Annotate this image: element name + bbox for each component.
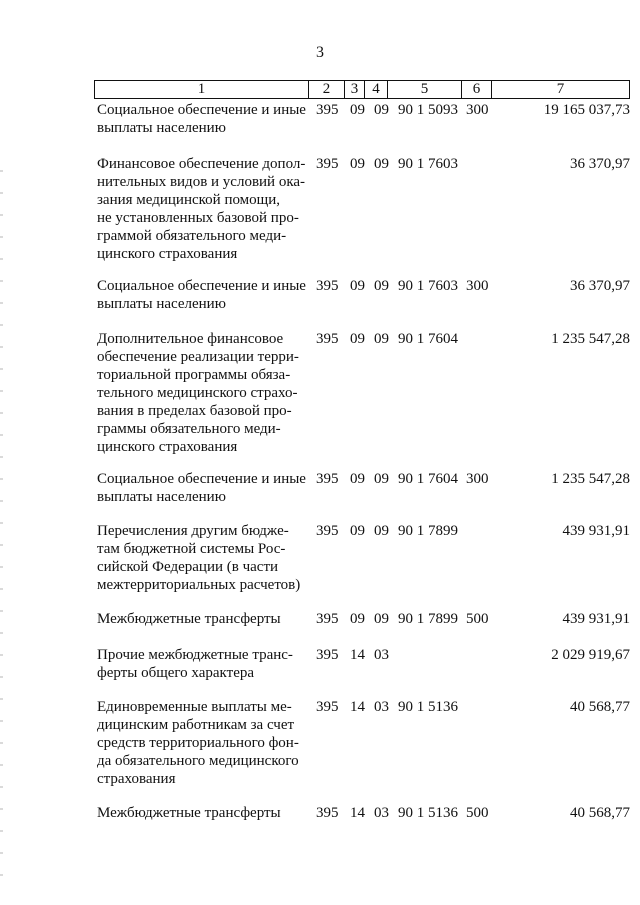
row-expense-type: 300 — [466, 102, 489, 118]
row-subsection-code: 09 — [374, 471, 389, 487]
row-admin-code: 395 — [316, 102, 339, 118]
row-expense-type: 300 — [466, 471, 489, 487]
row-name-line: цинского страхования — [97, 246, 238, 262]
column-header-7: 7 — [491, 81, 629, 98]
row-name-line: Дополнительное финансовое — [97, 331, 284, 347]
row-sum: 1 235 547,28 — [551, 331, 630, 347]
row-name — [97, 101, 312, 137]
row-section-code: 09 — [350, 331, 365, 347]
row-name-line: граммой обязательного меди- — [97, 228, 287, 244]
row-section-code: 09 — [350, 102, 365, 118]
row-admin-code: 395 — [316, 699, 339, 715]
row-subsection-code: 03 — [374, 805, 389, 821]
row-subsection-code: 09 — [374, 523, 389, 539]
row-name-line: Социальное обеспечение и иные — [97, 102, 306, 118]
row-name-line: выплаты населению — [97, 296, 226, 312]
row-target-code: 90 1 7603 — [398, 156, 458, 172]
row-name-line: Межбюджетные трансферты — [97, 805, 281, 821]
row-admin-code: 395 — [316, 471, 339, 487]
row-name-line: ферты общего характера — [97, 665, 255, 681]
row-section-code: 09 — [350, 611, 365, 627]
row-name — [97, 698, 312, 788]
page-number: 3 — [316, 44, 324, 61]
row-name — [97, 155, 312, 263]
row-target-code: 90 1 5136 — [398, 805, 458, 821]
row-subsection-code: 09 — [374, 278, 389, 294]
column-header-6: 6 — [461, 81, 491, 98]
row-sum: 40 568,77 — [570, 805, 630, 821]
row-name-line: средств территориального фон- — [97, 735, 299, 751]
row-name-line: ториальной программы обяза- — [97, 367, 291, 383]
row-name — [97, 330, 312, 456]
row-subsection-code: 09 — [374, 331, 389, 347]
row-name — [97, 470, 312, 506]
row-name-line: цинского страхования — [97, 439, 238, 455]
row-admin-code: 395 — [316, 523, 339, 539]
row-name-line: да обязательного медицинского — [97, 753, 299, 769]
row-name — [97, 646, 312, 682]
row-name-line: Финансовое обеспечение допол- — [97, 156, 306, 172]
row-name-line: Перечисления другим бюдже- — [97, 523, 289, 539]
row-section-code: 14 — [350, 805, 365, 821]
scan-margin-marks — [0, 170, 3, 890]
column-header-4: 4 — [364, 81, 387, 98]
row-section-code: 09 — [350, 523, 365, 539]
row-sum: 1 235 547,28 — [551, 471, 630, 487]
row-expense-type: 500 — [466, 805, 489, 821]
row-name-line: вания в пределах базовой про- — [97, 403, 292, 419]
row-name-line: выплаты населению — [97, 120, 226, 136]
row-admin-code: 395 — [316, 331, 339, 347]
row-target-code: 90 1 7899 — [398, 523, 458, 539]
row-name-line: межтерриториальных расчетов) — [97, 577, 301, 593]
row-subsection-code: 09 — [374, 611, 389, 627]
row-name-line: Межбюджетные трансферты — [97, 611, 281, 627]
row-sum: 439 931,91 — [562, 611, 630, 627]
row-sum: 40 568,77 — [570, 699, 630, 715]
row-subsection-code: 03 — [374, 647, 389, 663]
row-name-line: выплаты населению — [97, 489, 226, 505]
row-admin-code: 395 — [316, 278, 339, 294]
row-section-code: 09 — [350, 156, 365, 172]
row-sum: 439 931,91 — [562, 523, 630, 539]
row-admin-code: 395 — [316, 805, 339, 821]
row-name-line: сийской Федерации (в части — [97, 559, 279, 575]
row-name — [97, 804, 312, 822]
row-name-line: нительных видов и условий ока- — [97, 174, 306, 190]
row-name-line: Прочие межбюджетные транс- — [97, 647, 293, 663]
row-target-code: 90 1 7603 — [398, 278, 458, 294]
row-name-line: не установленных базовой про- — [97, 210, 299, 226]
row-subsection-code: 09 — [374, 156, 389, 172]
row-admin-code: 395 — [316, 647, 339, 663]
row-target-code: 90 1 7604 — [398, 331, 458, 347]
column-header-5: 5 — [387, 81, 461, 98]
row-target-code: 90 1 7899 — [398, 611, 458, 627]
row-name — [97, 277, 312, 313]
table-header — [94, 80, 630, 99]
row-target-code: 90 1 5093 — [398, 102, 458, 118]
row-name-line: страхования — [97, 771, 176, 787]
row-subsection-code: 03 — [374, 699, 389, 715]
row-sum: 36 370,97 — [570, 156, 630, 172]
row-target-code: 90 1 5136 — [398, 699, 458, 715]
row-subsection-code: 09 — [374, 102, 389, 118]
row-target-code: 90 1 7604 — [398, 471, 458, 487]
column-header-2: 2 — [308, 81, 344, 98]
row-section-code: 14 — [350, 699, 365, 715]
row-name-line: дицинским работникам за счет — [97, 717, 295, 733]
row-name-line: граммы обязательного меди- — [97, 421, 281, 437]
row-section-code: 09 — [350, 471, 365, 487]
row-name-line: Социальное обеспечение и иные — [97, 278, 306, 294]
row-name-line: тельного медицинского страхо- — [97, 385, 298, 401]
row-name — [97, 610, 312, 628]
row-name-line: обеспечение реализации терри- — [97, 349, 299, 365]
column-header-3: 3 — [344, 81, 364, 98]
row-admin-code: 395 — [316, 156, 339, 172]
row-expense-type: 300 — [466, 278, 489, 294]
row-name-line: Единовременные выплаты ме- — [97, 699, 292, 715]
column-header-1: 1 — [197, 81, 206, 97]
row-sum: 19 165 037,73 — [543, 102, 630, 118]
row-admin-code: 395 — [316, 611, 339, 627]
row-section-code: 14 — [350, 647, 365, 663]
row-name — [97, 522, 312, 594]
row-name-line: Социальное обеспечение и иные — [97, 471, 306, 487]
row-section-code: 09 — [350, 278, 365, 294]
row-sum: 2 029 919,67 — [551, 647, 630, 663]
row-name-line: зания медицинской помощи, — [97, 192, 281, 208]
row-sum: 36 370,97 — [570, 278, 630, 294]
row-name-line: там бюджетной системы Рос- — [97, 541, 286, 557]
row-expense-type: 500 — [466, 611, 489, 627]
